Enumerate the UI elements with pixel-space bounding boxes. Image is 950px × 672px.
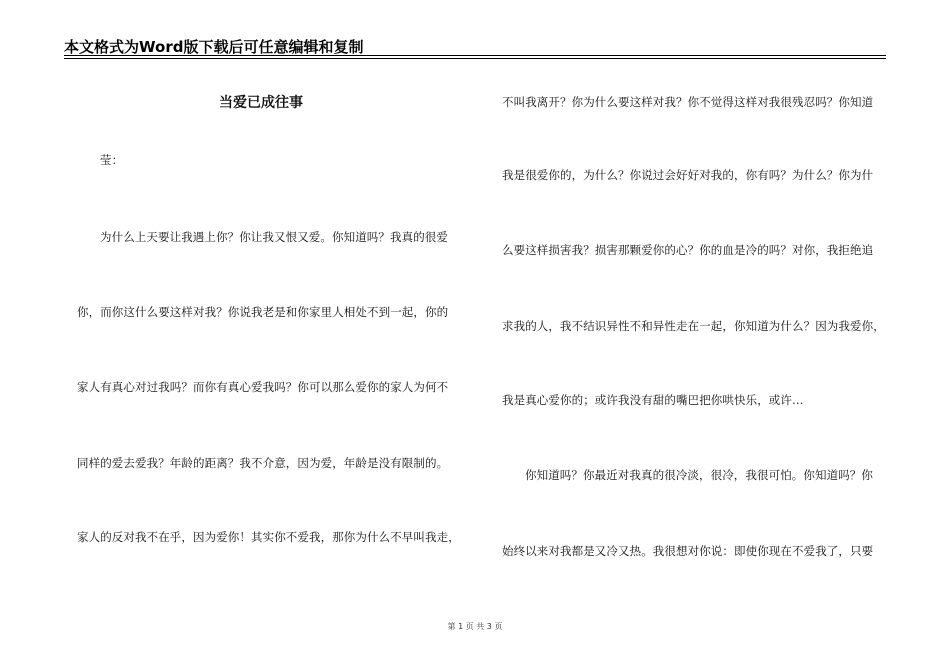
body-line: 你知道吗？你最近对我真的很冷淡，很冷，我很可怕。你知道吗？你 (525, 468, 873, 482)
body-line: 你，而你这什么要这样对我？你说我老是和你家里人相处不到一起，你的 (77, 305, 449, 319)
header-title: 本文格式为Word版下载后可任意编辑和复制 (64, 38, 364, 56)
page-number: 第 1 页 共 3 页 (447, 622, 503, 631)
body-line: 不叫我离开？你为什么要这样对我？你不觉得这样对我很残忍吗？你知道 (502, 95, 874, 109)
body-line: 始终以来对我都是又冷又热。我很想对你说：即使你现在不爱我了，只要 (502, 544, 874, 558)
salutation: 莹： (100, 153, 124, 167)
body-line: 我是很爱你的，为什么？你说过会好好对我的，你有吗？为什么？你为什 (502, 168, 874, 182)
body-line: 么要这样损害我？损害那颗爱你的心？你的血是冷的吗？对你，我拒绝追 (502, 243, 874, 257)
body-line: 家人有真心对过我吗？而你有真心爱我吗？你可以那么爱你的家人为何不 (77, 380, 449, 394)
body-line: 同样的爱去爱我？年龄的距离？我不介意，因为爱，年龄是没有限制的。 (77, 456, 449, 470)
body-line: 家人的反对我不在乎，因为爱你！其实你不爱我，那你为什么不早叫我走， (77, 530, 460, 544)
body-line: 为什么上天要让我遇上你？你让我又恨又爱。你知道吗？我真的很爱 (100, 230, 448, 244)
document-title: 当爱已成往事 (219, 95, 303, 111)
right-column (502, 0, 892, 672)
body-line: 我是真心爱你的；或许我没有甜的嘴巴把你哄快乐，或许… (502, 393, 804, 407)
left-column (77, 0, 472, 672)
body-line: 求我的人，我不结识异性不和异性走在一起，你知道为什么？因为我爱你， (502, 319, 885, 333)
